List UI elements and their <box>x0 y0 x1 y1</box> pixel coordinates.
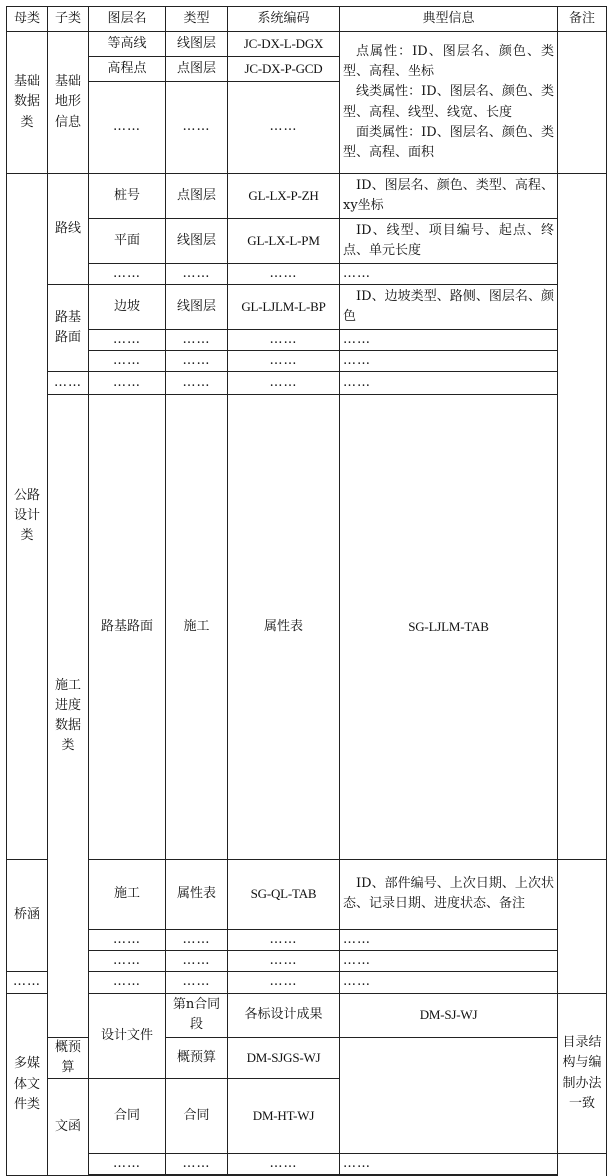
child-class-cell: 路基路面 <box>89 395 166 859</box>
ellipsis-cell: …… <box>166 372 228 395</box>
layer-name-cell: 边坡 <box>89 285 166 330</box>
table-row <box>7 971 607 993</box>
typical-info-cell: ID、边坡类型、路侧、图层名、颜色 <box>340 285 558 330</box>
ellipsis-cell: …… <box>166 950 228 971</box>
system-code-cell: SG-QL-TAB <box>228 859 340 929</box>
ellipsis-cell: …… <box>340 929 558 950</box>
table-row <box>7 32 607 57</box>
parent-class-cell: 多媒体文件类 <box>7 993 48 1175</box>
ellipsis-cell: …… <box>166 330 228 351</box>
table-row <box>7 219 607 264</box>
table-row <box>7 372 607 395</box>
ellipsis-cell: …… <box>340 351 558 372</box>
header-system-code: 系统编码 <box>228 7 340 32</box>
table-row <box>7 859 607 929</box>
table-row <box>7 929 607 950</box>
type-cell: 点图层 <box>166 174 228 219</box>
ellipsis-cell: …… <box>340 264 558 285</box>
parent-class-cell: 施工进度数据类 <box>48 395 89 1038</box>
table-row <box>7 993 607 1037</box>
table-row <box>7 351 607 372</box>
table-row <box>7 330 607 351</box>
system-code-cell: JC-DX-L-DGX <box>228 32 340 57</box>
layer-name-cell: 高程点 <box>89 57 166 82</box>
ellipsis-cell: …… <box>166 971 228 993</box>
ellipsis-cell: …… <box>228 1154 340 1175</box>
layer-name-cell: 概预算 <box>48 1037 89 1078</box>
type-cell: 线图层 <box>166 285 228 330</box>
area-attributes: 面类属性：ID、图层名、颜色、类型、高程、面积 <box>343 124 554 160</box>
ellipsis-cell: …… <box>228 971 340 993</box>
header-remark: 备注 <box>558 7 607 32</box>
ellipsis-cell: …… <box>340 950 558 971</box>
type-cell: 各标设计成果 <box>228 993 340 1037</box>
type-cell: 线图层 <box>166 32 228 57</box>
table-row <box>7 395 607 859</box>
system-code-cell: JC-DX-P-GCD <box>228 57 340 82</box>
child-class-cell: 文函 <box>48 1079 89 1176</box>
system-code-cell: DM-SJ-WJ <box>340 993 558 1037</box>
child-class-cell: 路线 <box>48 174 89 285</box>
child-class-cell: 基础地形信息 <box>48 32 89 174</box>
ellipsis-cell: …… <box>89 82 166 174</box>
data-classification-table <box>6 6 607 1176</box>
ellipsis-cell: …… <box>89 971 166 993</box>
ellipsis-cell: …… <box>166 264 228 285</box>
ellipsis-cell: …… <box>166 351 228 372</box>
ellipsis-cell: …… <box>166 929 228 950</box>
table-row <box>7 1154 607 1175</box>
ellipsis-cell: …… <box>89 1154 166 1175</box>
remark-cell <box>558 32 607 174</box>
parent-class-cell: 基础数据类 <box>7 32 48 174</box>
ellipsis-cell: …… <box>228 351 340 372</box>
typical-info-cell <box>340 32 558 174</box>
layer-name-cell: 平面 <box>89 219 166 264</box>
type-cell: 点图层 <box>166 57 228 82</box>
ellipsis-cell: …… <box>89 372 166 395</box>
ellipsis-cell: …… <box>89 950 166 971</box>
ellipsis-cell: …… <box>89 264 166 285</box>
layer-name-cell: 等高线 <box>89 32 166 57</box>
table-row <box>7 950 607 971</box>
layer-name-cell: 施工 <box>166 395 228 859</box>
header-row <box>7 7 607 32</box>
child-class-cell: 桥涵 <box>7 859 48 971</box>
type-cell: 概预算 <box>166 1037 228 1078</box>
header-child-class: 子类 <box>48 7 89 32</box>
ellipsis-cell: …… <box>89 929 166 950</box>
layer-name-cell: 合同 <box>89 1079 166 1154</box>
system-code-cell: GL-LX-P-ZH <box>228 174 340 219</box>
ellipsis-cell: …… <box>228 372 340 395</box>
ellipsis-cell: …… <box>228 330 340 351</box>
ellipsis-cell: …… <box>340 1154 558 1175</box>
line-attributes: 线类属性：ID、图层名、颜色、类型、高程、线型、线宽、长度 <box>343 84 554 120</box>
ellipsis-cell: …… <box>89 351 166 372</box>
typical-info-cell: 目录结构与编制办法一致 <box>558 993 607 1153</box>
ellipsis-cell: …… <box>166 82 228 174</box>
layer-name-cell: 桩号 <box>89 174 166 219</box>
layer-name-cell: 施工 <box>89 859 166 929</box>
layer-name-cell: 第n合同段 <box>166 993 228 1037</box>
child-class-cell: 设计文件 <box>89 993 166 1078</box>
ellipsis-cell: …… <box>228 82 340 174</box>
child-class-cell: 路基路面 <box>48 285 89 372</box>
type-cell: 线图层 <box>166 219 228 264</box>
system-code-cell: GL-LX-L-PM <box>228 219 340 264</box>
ellipsis-cell: …… <box>166 1154 228 1175</box>
header-layer-name: 图层名 <box>89 7 166 32</box>
table-row <box>7 1079 607 1154</box>
parent-class-cell: 公路设计类 <box>7 174 48 860</box>
table-row <box>7 174 607 219</box>
type-cell: 属性表 <box>166 859 228 929</box>
ellipsis-cell: …… <box>228 950 340 971</box>
table-row <box>7 285 607 330</box>
system-code-cell: SG-LJLM-TAB <box>340 395 558 859</box>
typical-info-cell: ID、部件编号、上次日期、上次状态、记录日期、进度状态、备注 <box>340 859 558 929</box>
typical-info-cell: ID、线型、项目编号、起点、终点、单元长度 <box>340 219 558 264</box>
ellipsis-cell: …… <box>89 330 166 351</box>
ellipsis-cell: …… <box>7 971 48 993</box>
system-code-cell: GL-LJLM-L-BP <box>228 285 340 330</box>
ellipsis-cell: …… <box>228 929 340 950</box>
ellipsis-cell: …… <box>340 971 558 993</box>
header-typical-info: 典型信息 <box>340 7 558 32</box>
ellipsis-cell: …… <box>340 372 558 395</box>
header-type: 类型 <box>166 7 228 32</box>
ellipsis-cell: …… <box>48 372 89 395</box>
point-attributes: 点属性：ID、图层名、颜色、类型、高程、坐标 <box>343 44 554 80</box>
system-code-cell: DM-HT-WJ <box>228 1079 340 1154</box>
typical-info-cell: ID、图层名、颜色、类型、高程、xy坐标 <box>340 174 558 219</box>
table-row <box>7 264 607 285</box>
type-cell: 合同 <box>166 1079 228 1154</box>
type-cell: 属性表 <box>228 395 340 859</box>
header-parent-class: 母类 <box>7 7 48 32</box>
ellipsis-cell: …… <box>340 330 558 351</box>
ellipsis-cell: …… <box>228 264 340 285</box>
system-code-cell: DM-SJGS-WJ <box>228 1037 340 1078</box>
remark-cell <box>558 174 607 860</box>
